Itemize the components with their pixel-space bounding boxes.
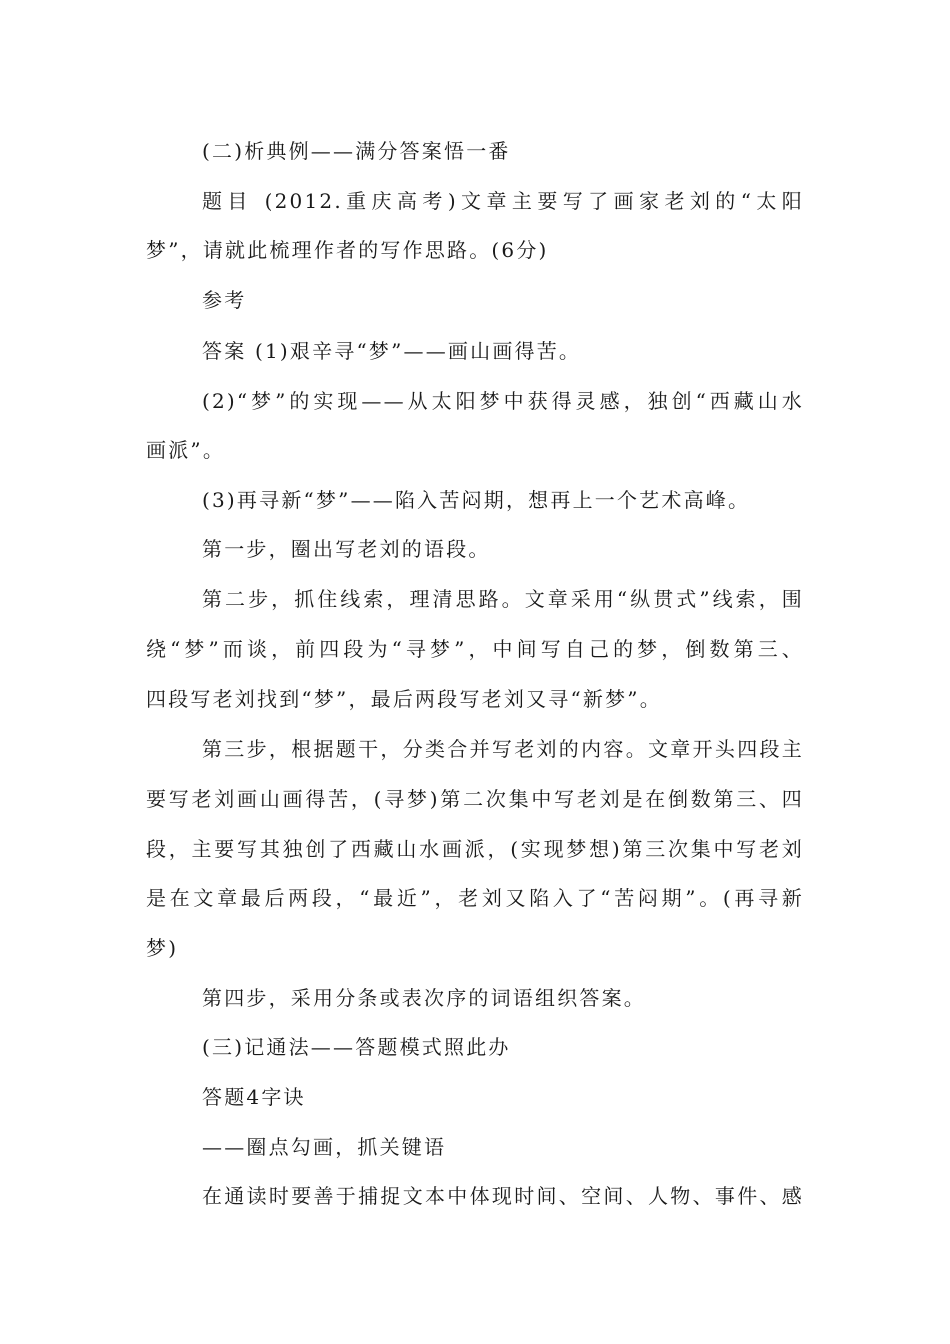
body-text-line: 在通读时要善于捕捉文本中体现时间、空间、人物、事件、感 [202,1184,804,1208]
mnemonic-point-1: ——圈点勾画，抓关键语 [202,1135,447,1159]
step-2-line-3: 四段写老刘找到“梦”，最后两段写老刘又寻“新梦”。 [146,687,662,711]
section-heading-analysis: (二)析典例——满分答案悟一番 [202,139,511,163]
step-2-line-1: 第二步，抓住线索，理清思路。文章采用“纵贯式”线索，围 [202,587,804,611]
step-3-line-4: 是在文章最后两段，“最近”，老刘又陷入了“苦闷期”。(再寻新 [146,886,804,910]
mnemonic-title: 答题4字诀 [202,1085,306,1109]
step-1: 第一步，圈出写老刘的语段。 [202,537,491,561]
answer-point-2-line-2: 画派”。 [146,438,226,462]
question-line-2: 梦”，请就此梳理作者的写作思路。(6分) [146,238,549,262]
step-4: 第四步，采用分条或表次序的词语组织答案。 [202,986,646,1010]
reference-label: 参考 [202,288,247,312]
step-3-line-2: 要写老刘画山画得苦，(寻梦)第二次集中写老刘是在倒数第三、四 [146,787,804,811]
step-2-line-2: 绕“梦”而谈，前四段为“寻梦”，中间写自己的梦，倒数第三、 [146,637,804,661]
answer-point-3: (3)再寻新“梦”——陷入苦闷期，想再上一个艺术高峰。 [202,488,751,512]
step-3-line-5: 梦) [146,936,179,960]
section-heading-method: (三)记通法——答题模式照此办 [202,1035,511,1059]
answer-point-1: 答案 (1)艰辛寻“梦”——画山画得苦。 [202,339,582,363]
step-3-line-3: 段，主要写其独创了西藏山水画派，(实现梦想)第三次集中写老刘 [146,837,804,861]
step-3-line-1: 第三步，根据题干，分类合并写老刘的内容。文章开头四段主 [202,737,804,761]
answer-point-2-line-1: (2)“梦”的实现——从太阳梦中获得灵感，独创“西藏山水 [202,389,804,413]
question-line-1: 题目 (2012.重庆高考)文章主要写了画家老刘的“太阳 [202,189,804,213]
